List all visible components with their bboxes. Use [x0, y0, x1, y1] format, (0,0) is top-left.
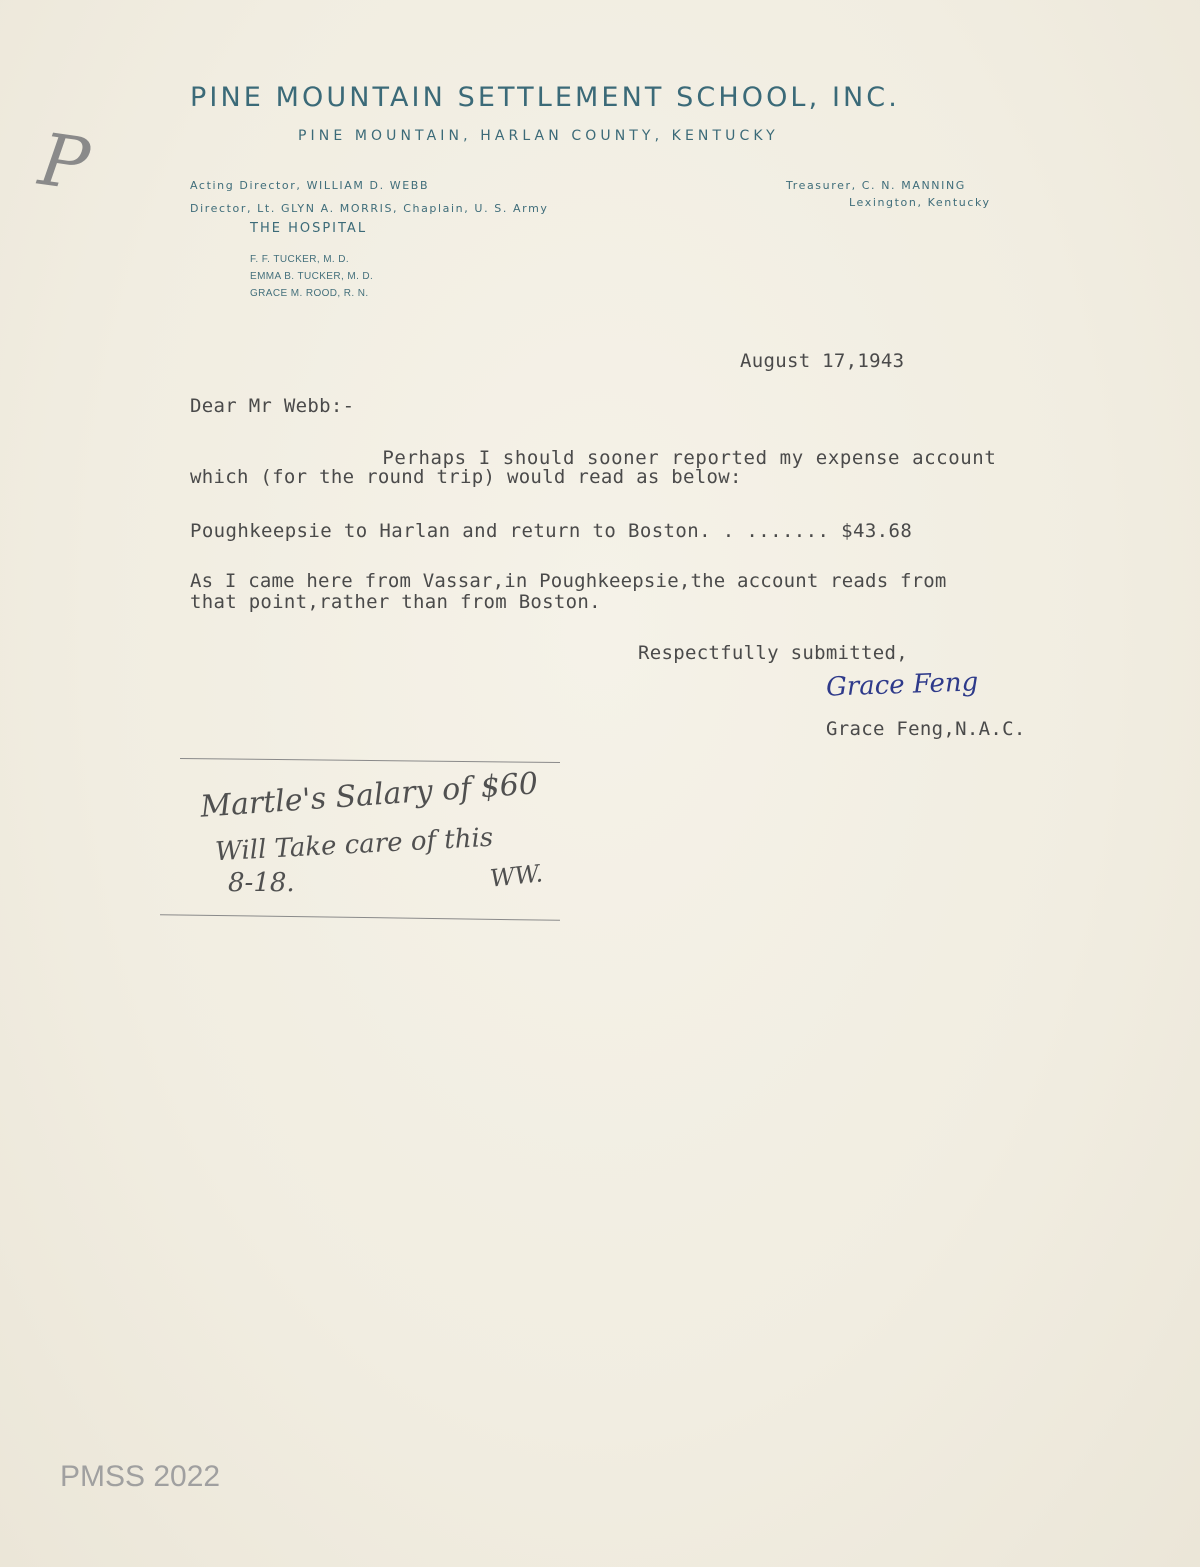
- acting-director: Acting Director, WILLIAM D. WEBB: [190, 179, 430, 192]
- archive-watermark: PMSS 2022: [60, 1460, 221, 1493]
- note-top-rule: [180, 758, 560, 763]
- body-paragraph-1-line-1: Perhaps I should sooner reported my expense account: [262, 447, 997, 469]
- hospital-heading: THE HOSPITAL: [250, 221, 368, 236]
- staff-member: F. F. TUCKER, M. D.: [250, 254, 350, 265]
- body-paragraph-2-line-1: As I came here from Vassar,in Poughkeepsie,the account reads from: [190, 570, 947, 592]
- margin-mark: P: [34, 117, 95, 207]
- note-line-1: Martle's Salary of $60: [199, 766, 540, 825]
- note-initials: WW.: [488, 859, 545, 893]
- signature: Grace Feng: [825, 667, 979, 703]
- staff-member: GRACE M. ROOD, R. N.: [250, 288, 369, 299]
- expense-line: Poughkeepsie to Harlan and return to Boston. . ....... $43.68: [190, 520, 913, 542]
- body-paragraph-2-line-2: that point,rather than from Boston.: [190, 591, 601, 613]
- salutation: Dear Mr Webb:-: [190, 395, 355, 417]
- letterhead-title: PINE MOUNTAIN SETTLEMENT SCHOOL, INC.: [190, 82, 900, 113]
- director: Director, Lt. GLYN A. MORRIS, Chaplain, U. S. Army: [190, 202, 549, 215]
- letterhead-address: PINE MOUNTAIN, HARLAN COUNTY, KENTUCKY: [298, 128, 779, 144]
- treasurer-location: Lexington, Kentucky: [849, 196, 991, 209]
- note-date: 8-18.: [228, 868, 295, 898]
- closing: Respectfully submitted,: [638, 642, 908, 664]
- body-paragraph-1-line-2: which (for the round trip) would read as below:: [190, 466, 742, 488]
- note-bottom-rule: [160, 914, 560, 921]
- staff-member: EMMA B. TUCKER, M. D.: [250, 271, 374, 282]
- note-line-2: Will Take care of this: [214, 822, 494, 868]
- letter-date: August 17,1943: [740, 350, 905, 372]
- treasurer: Treasurer, C. N. MANNING: [786, 179, 966, 192]
- typed-name: Grace Feng,N.A.C.: [826, 718, 1026, 740]
